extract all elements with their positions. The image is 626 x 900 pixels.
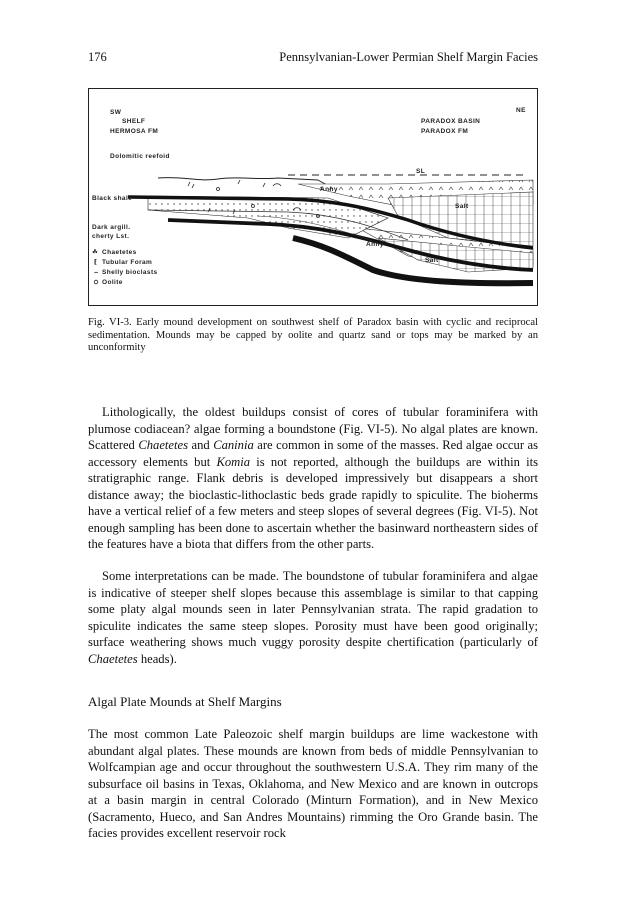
label-cherty-lst: cherty Lst. — [92, 233, 130, 240]
label-anhy-upper: Anhy — [320, 186, 338, 193]
label-ne: NE — [516, 107, 526, 114]
legend-chaetetes-icon: ☘ — [92, 249, 99, 256]
label-hermosa: HERMOSA FM — [110, 128, 159, 135]
legend-chaetetes: Chaetetes — [102, 249, 137, 256]
legend-shelly-bioclasts: Shelly bioclasts — [102, 269, 158, 276]
paragraph-3: The most common Late Paleozoic shelf margin buildups are lime wackestone with abundant algal plates. These mounds are known from beds of middle Pennsylvanian to Wolfcampian age and occur throughout the southwestern U.S.A. They rim many of the subsurface oil basins in Texas, Oklahoma, and New Mexico and are known in outcrops at a basin margin in central Colorado (Minturn Formation), and in New Mexico (Sacramento, Hueco, and San Andres Mountains) rimming the Oro Grande basin. The facies provides excellent reservoir rock — [88, 727, 538, 840]
section-heading: Algal Plate Mounds at Shelf Margins — [88, 694, 282, 709]
label-dark-argill: Dark argill. — [92, 224, 131, 231]
legend-oolite: Oolite — [102, 279, 123, 286]
page-header — [88, 50, 538, 66]
legend-shelly-bioclasts-icon: ⌢ — [94, 269, 99, 276]
legend-tubular-foram: Tubular Foram — [102, 259, 153, 266]
label-anhy-lower: Anhy — [366, 241, 384, 248]
label-paradox-basin: PARADOX BASIN — [421, 118, 481, 125]
figure-vi-3 — [88, 88, 538, 306]
legend-tubular-foram-icon: ⁅ — [94, 259, 98, 266]
running-title: Pennsylvanian-Lower Permian Shelf Margin Facies — [279, 50, 538, 64]
label-shelf: SHELF — [122, 118, 146, 125]
label-paradox-fm: PARADOX FM — [421, 128, 469, 135]
figure-caption: Fig. VI-3. Early mound development on southwest shelf of Paradox basin with cyclic and reciprocal sedimentation. Mounds may be capped by oolite and quartz sand or tops may be marked by an unconformity — [88, 317, 538, 354]
label-sw: SW — [110, 109, 122, 116]
label-dolomitic-reefoid: Dolomitic reefoid — [110, 153, 170, 160]
paragraph-1: Lithologically, the oldest buildups consist of cores of tubular foraminifera with plumose codiacean? algae forming a boundstone (Fig. VI-5). No algal plates are known. Scattered Chaetetes and Caninia are common in some of the masses. Red algae occur as accessory elements but Komia is not reported, although the buildups are within its stratigraphic range. Flank debris is developed impressively but disappears a short distance away; the bioclastic-lithoclastic beds grade rapidly to spiculite. The bioherms have a vertical relief of a few meters and steep slopes of several degrees (Fig. VI-5). Not enough sampling has been done to ascertain whether the basinward northeastern sides of the features have a biota that differs from the other parts. — [88, 405, 539, 551]
cross-section-diagram — [88, 88, 538, 306]
label-sea-level: SL — [416, 168, 426, 175]
label-salt-upper: Salt — [455, 203, 469, 210]
paragraph-2: Some interpretations can be made. The boundstone of tubular foraminifera and algae is indicative of steeper shelf slopes because this assemblage is similar to that capping some platy algal mounds seen in later Pennsylvanian strata. The rapid gradation to spiculite indicates the same steep slopes. Porosity must have been good originally; surface weathering shows much vuggy porosity despite chertification (particularly of Chaetetes heads). — [88, 569, 538, 666]
page-number: 176 — [88, 50, 107, 64]
label-salt-lower: Salt — [425, 257, 439, 264]
label-black-shale: Black shale — [92, 195, 133, 202]
